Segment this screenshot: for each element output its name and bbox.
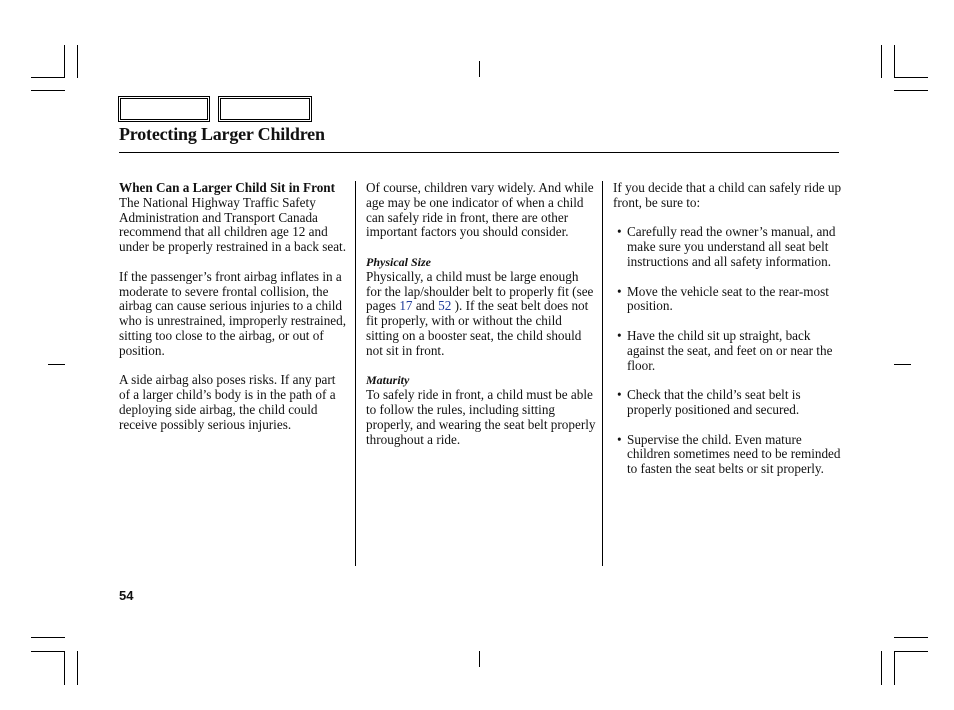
bullet-icon: • bbox=[617, 224, 622, 240]
crop-mark-bottom-right-h bbox=[894, 637, 928, 638]
crop-mark-bottom-left-v2 bbox=[77, 651, 78, 685]
bullet-icon: • bbox=[617, 327, 622, 343]
list-item bbox=[613, 225, 843, 269]
paragraph: If the passenger’s front airbag inflates in a moderate to severe frontal collision, the airbag can cause serious injuries to a child who is unrestrained, improperly restrained, sitting too close to the airbag, or out of position. bbox=[119, 268, 347, 358]
page-link-17[interactable]: 17 bbox=[399, 298, 413, 314]
list-item-text: Have the child sit up straight, back against the seat, and feet on or near the floor. bbox=[627, 327, 833, 373]
list-item bbox=[613, 388, 843, 418]
paragraph: The National Highway Traffic Safety Administration and Transport Canada recommend that all children age 12 and under be properly restrained in a back seat. bbox=[119, 194, 347, 255]
crop-mark-top-right-h bbox=[894, 77, 928, 78]
crop-mark-bottom-right-v2 bbox=[894, 651, 895, 685]
page-number: 54 bbox=[119, 588, 134, 603]
list-item bbox=[613, 329, 843, 373]
column-middle bbox=[366, 181, 596, 447]
crop-mark-top-left-v bbox=[64, 45, 65, 78]
crop-mark-top-left-h bbox=[31, 77, 65, 78]
crop-mark-bottom-left-h2 bbox=[31, 651, 65, 652]
list-item-text: Supervise the child. Even mature children sometimes need to be reminded to fasten the seat belts or sit properly. bbox=[627, 431, 841, 477]
paragraph: To safely ride in front, a child must be able to follow the rules, including sitting properly, and wearing the seat belt properly throughout a ride. bbox=[366, 387, 596, 447]
column-divider-1 bbox=[355, 181, 356, 566]
crop-mark-top-right-h2 bbox=[894, 90, 928, 91]
page-link-52[interactable]: 52 bbox=[438, 298, 452, 314]
crop-mark-bottom-left-h bbox=[31, 637, 65, 638]
subheading-maturity: Maturity bbox=[366, 373, 410, 388]
section-tab-box-1 bbox=[118, 96, 210, 122]
title-rule bbox=[119, 152, 839, 153]
list-item-text: Carefully read the owner’s manual, and make sure you understand all seat belt instructions and all safety information. bbox=[627, 224, 836, 269]
crop-mark-bottom-right-h2 bbox=[894, 651, 928, 652]
list-item bbox=[613, 285, 843, 315]
section-heading: When Can a Larger Child Sit in Front bbox=[119, 180, 336, 195]
bullet-icon: • bbox=[617, 283, 622, 299]
text-run: and bbox=[412, 298, 439, 314]
section-tab-box-2 bbox=[218, 96, 312, 122]
center-mark-left bbox=[48, 364, 65, 365]
list-item-text: Move the vehicle seat to the rear-most position. bbox=[627, 283, 829, 314]
crop-mark-bottom-right-v bbox=[881, 651, 882, 685]
crop-mark-top-left-v2 bbox=[77, 45, 78, 78]
crop-mark-top-left-h2 bbox=[31, 90, 65, 91]
bullet-icon: • bbox=[617, 387, 622, 403]
bullet-icon: • bbox=[617, 431, 622, 447]
list-item bbox=[613, 433, 843, 477]
center-mark-top bbox=[479, 61, 480, 77]
page-title: Protecting Larger Children bbox=[119, 124, 325, 144]
crop-mark-bottom-left-v bbox=[64, 651, 65, 685]
paragraph bbox=[366, 270, 596, 359]
paragraph: Of course, children vary widely. And while age may be one indicator of when a child can safely ride in front, there are other important factors you should consider. bbox=[366, 180, 594, 240]
text-run: ). If the seat belt does not fit properly, with or without the child sitting on a booster seat, the child should not sit in front. bbox=[366, 298, 589, 358]
list-item-text: Check that the child’s seat belt is properly positioned and secured. bbox=[627, 387, 801, 417]
paragraph: A side airbag also poses risks. If any part of a larger child’s body is in the path of a deploying side airbag, the child could receive possibly serious injuries. bbox=[119, 372, 336, 432]
column-left bbox=[119, 181, 349, 433]
center-mark-bottom bbox=[479, 651, 480, 667]
center-mark-right bbox=[894, 364, 911, 365]
paragraph: If you decide that a child can safely ride up front, be sure to: bbox=[613, 180, 842, 210]
crop-mark-top-right-v bbox=[881, 45, 882, 78]
column-divider-2 bbox=[602, 181, 603, 566]
text-run: Physically, a child must be large enough for the lap/shoulder belt to properly fit (see pages bbox=[366, 268, 594, 314]
subheading-physical-size: Physical Size bbox=[366, 254, 431, 269]
crop-mark-top-right-v2 bbox=[894, 45, 895, 78]
column-right bbox=[613, 181, 843, 477]
